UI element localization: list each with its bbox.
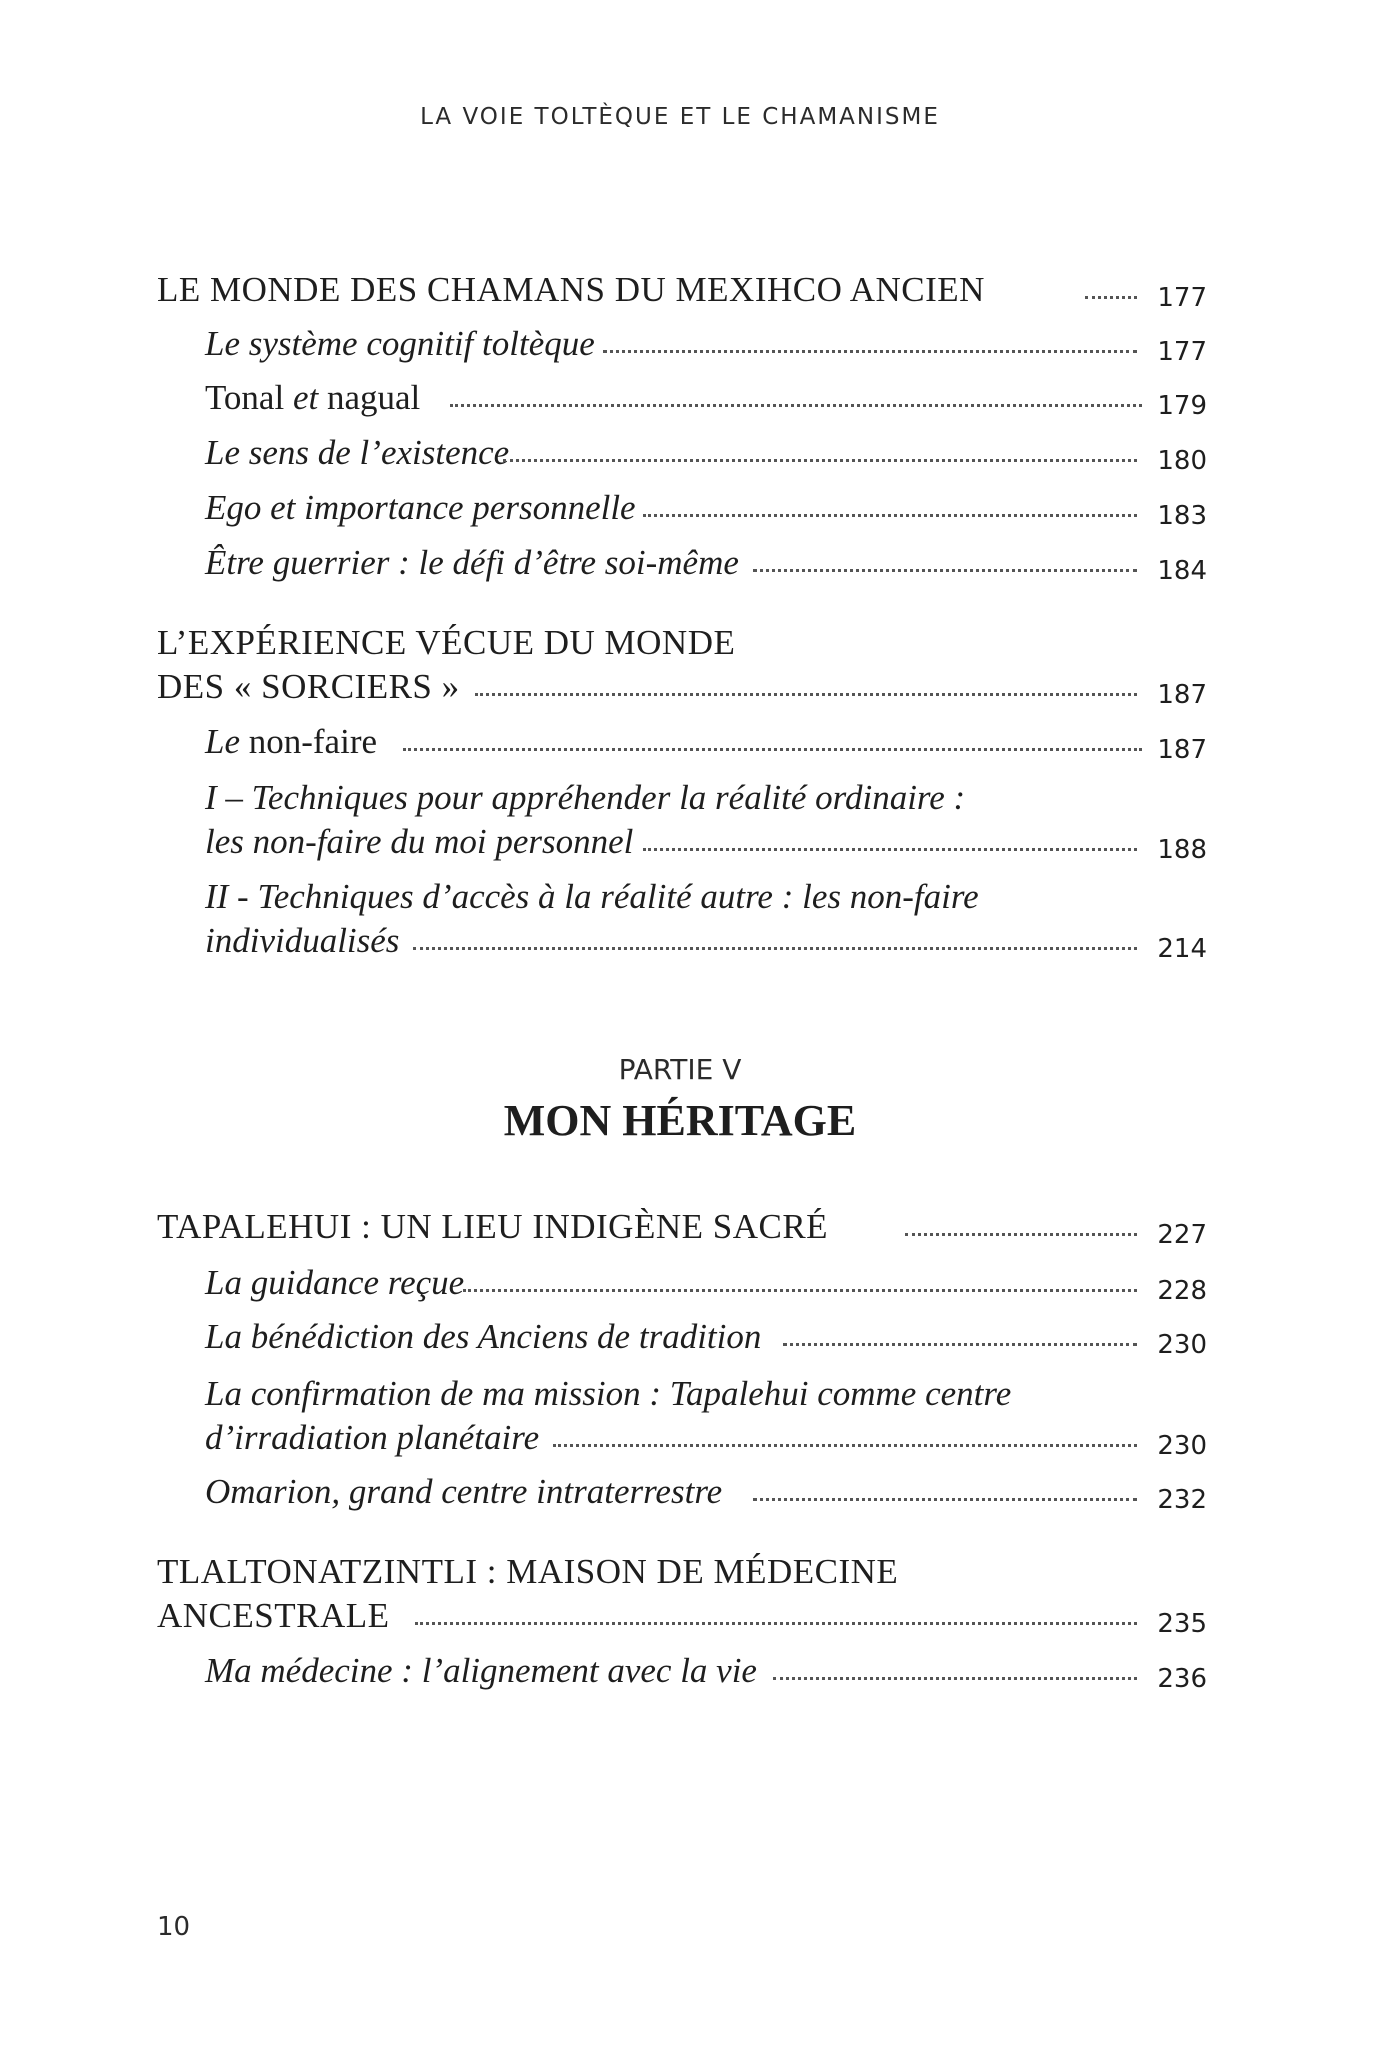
toc-chapter[interactable] xyxy=(157,621,1207,665)
dot-leader xyxy=(643,844,1137,851)
toc-item[interactable] xyxy=(205,875,1207,919)
page-number: 180 xyxy=(1157,446,1207,476)
toc-item[interactable] xyxy=(205,820,1207,864)
toc-chapter-title-line1: L’EXPÉRIENCE VÉCUE DU MONDE xyxy=(157,623,736,662)
page-number: 232 xyxy=(1157,1485,1207,1515)
toc-item-title: La bénédiction des Anciens de tradition xyxy=(205,1317,762,1356)
toc-item[interactable] xyxy=(205,919,1207,963)
toc-item-title-line1: II - Techniques d’accès à la réalité autre : les non-faire xyxy=(205,877,979,916)
toc-item[interactable] xyxy=(205,1416,1207,1460)
toc-chapter-title-line1: TLALTONATZINTLI : MAISON DE MÉDECINE xyxy=(157,1552,899,1591)
page-number: 179 xyxy=(1157,391,1207,421)
page-number: 230 xyxy=(1157,1330,1207,1360)
page-number: 184 xyxy=(1157,556,1207,586)
page-number: 188 xyxy=(1157,835,1207,865)
toc-chapter[interactable] xyxy=(157,1594,1207,1638)
page-number: 230 xyxy=(1157,1431,1207,1461)
toc-item[interactable] xyxy=(205,1470,1207,1514)
dot-leader xyxy=(475,689,1137,696)
dot-leader xyxy=(450,400,1142,407)
page-number: 235 xyxy=(1157,1609,1207,1639)
toc-item-title: Ma médecine : l’alignement avec la vie xyxy=(205,1651,757,1690)
dot-leader xyxy=(553,1440,1137,1447)
page-number: 177 xyxy=(1157,337,1207,367)
toc-item-title-line1: La confirmation de ma mission : Tapalehui comme centre xyxy=(205,1374,1012,1413)
dot-leader xyxy=(773,1673,1137,1680)
toc-item-title-line1: I – Techniques pour appréhender la réalité ordinaire : xyxy=(205,778,966,817)
dot-leader xyxy=(413,943,1137,950)
toc-item-title: La guidance reçue xyxy=(205,1263,465,1302)
toc-item[interactable] xyxy=(205,1649,1207,1693)
page-number: 187 xyxy=(1157,735,1207,765)
toc-item-title: Être guerrier : le défi d’être soi-même xyxy=(205,543,739,582)
toc-item[interactable] xyxy=(205,431,1207,475)
toc-chapter[interactable] xyxy=(157,1205,1207,1249)
page-number: 214 xyxy=(1157,934,1207,964)
toc-item-title-part: Le xyxy=(205,722,240,761)
toc-item-title-part: et xyxy=(292,378,319,417)
dot-leader xyxy=(783,1339,1137,1346)
toc-item-title-line2: d’irradiation planétaire xyxy=(205,1418,540,1457)
dot-leader xyxy=(503,455,1137,462)
toc-item-title: Le système cognitif toltèque xyxy=(205,324,595,363)
toc-item[interactable] xyxy=(205,486,1207,530)
toc-item[interactable] xyxy=(205,1261,1207,1305)
page-folio: 10 xyxy=(157,1912,191,1942)
page-number: 228 xyxy=(1157,1276,1207,1306)
toc-item[interactable] xyxy=(205,376,1207,420)
toc-item[interactable] xyxy=(205,1315,1207,1359)
dot-leader xyxy=(905,1229,1137,1236)
toc-item-title-line2: les non-faire du moi personnel xyxy=(205,822,634,861)
page-number: 227 xyxy=(1157,1220,1207,1250)
toc-item-title-part: Tonal xyxy=(205,378,293,417)
toc-chapter-title-line2: DES « SORCIERS » xyxy=(157,667,460,706)
dot-leader xyxy=(403,744,1142,751)
toc-item[interactable] xyxy=(205,322,1207,366)
toc-chapter[interactable] xyxy=(157,1550,1207,1594)
part-title: MON HÉRITAGE xyxy=(503,1096,857,1145)
dot-leader xyxy=(753,1494,1137,1501)
toc-item-title-line2: individualisés xyxy=(205,921,400,960)
toc-item-title-part: nagual xyxy=(318,378,421,417)
toc-item[interactable] xyxy=(205,1372,1207,1416)
page-number: 177 xyxy=(1157,283,1207,313)
dot-leader xyxy=(643,510,1137,517)
toc-chapter-title-line2: ANCESTRALE xyxy=(157,1596,390,1635)
toc-chapter[interactable] xyxy=(157,665,1207,709)
page-number: 187 xyxy=(1157,680,1207,710)
page-number: 236 xyxy=(1157,1664,1207,1694)
toc-chapter-title: LE MONDE DES CHAMANS DU MEXIHCO ANCIEN xyxy=(157,270,985,309)
toc-item[interactable] xyxy=(205,541,1207,585)
toc-item-title-part: non-faire xyxy=(240,722,378,761)
running-head: LA VOIE TOLTÈQUE ET LE CHAMANISME xyxy=(420,104,940,130)
dot-leader xyxy=(463,1285,1137,1292)
part-label: PARTIE V xyxy=(618,1053,742,1086)
toc-item-title: Le sens de l’existence xyxy=(205,433,510,472)
toc-item-title: Ego et importance personnelle xyxy=(205,488,636,527)
page-number: 183 xyxy=(1157,501,1207,531)
toc-item-title: Omarion, grand centre intraterrestre xyxy=(205,1472,723,1511)
dot-leader xyxy=(1085,292,1137,299)
toc-item[interactable] xyxy=(205,720,1207,764)
dot-leader xyxy=(603,346,1137,353)
dot-leader xyxy=(415,1618,1137,1625)
toc-chapter-title: TAPALEHUI : UN LIEU INDIGÈNE SACRÉ xyxy=(157,1207,829,1246)
toc-chapter[interactable] xyxy=(157,268,1207,312)
dot-leader xyxy=(753,565,1137,572)
toc-item[interactable] xyxy=(205,776,1207,820)
